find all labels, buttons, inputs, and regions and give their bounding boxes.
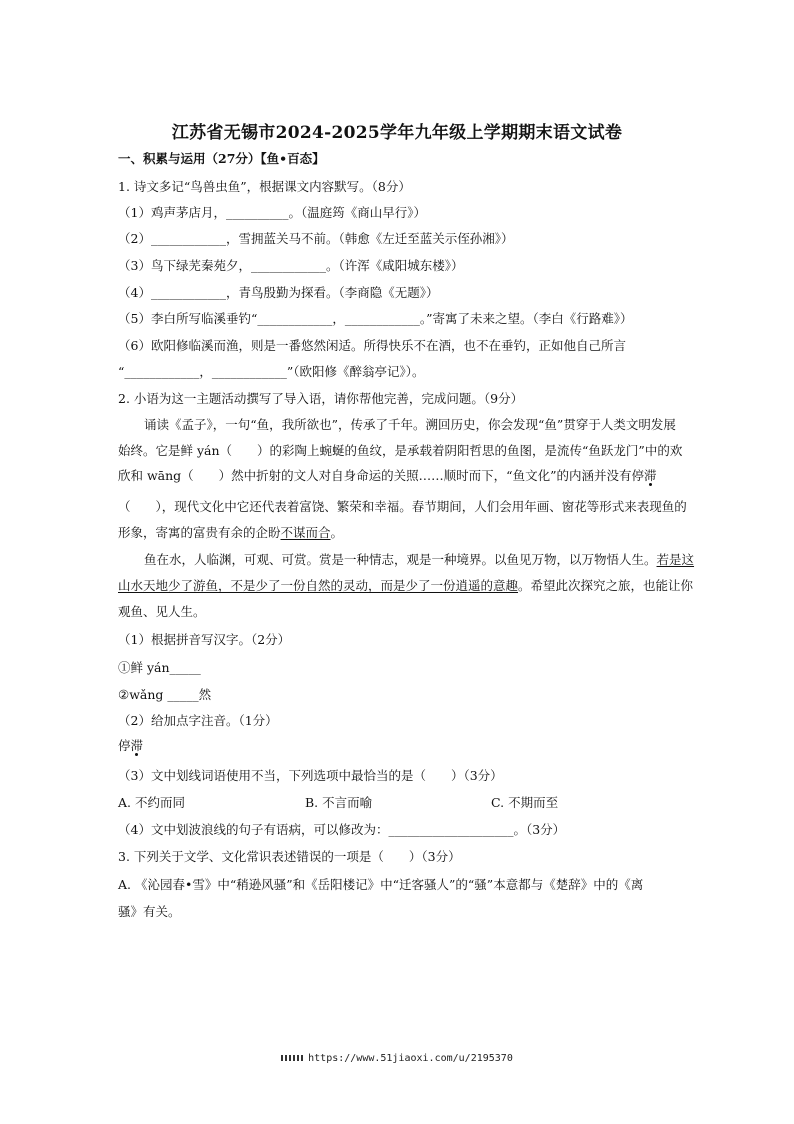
dotted-char: 滞 (643, 468, 657, 483)
q2-sub1-a: ①鲜 yán_____ (118, 660, 201, 675)
q1-item-1: （1）鸡声茅店月，__________。（温庭筠《商山早行》） (118, 205, 426, 220)
q2-passage-line (118, 524, 688, 542)
passage-text: 。希望此次探究之旅，也能让你 (518, 578, 694, 593)
q2-stem: 2. 小语为这一主题活动撰写了导入语，请你帮他完善，完成问题。（9分） (118, 391, 524, 406)
passage-text: 欣和 wāng（ ）然中折射的文人对自身命运的关照……顺时而下，“鱼文化”的内涵并没有停 (118, 468, 644, 483)
q2-sub2-word (118, 737, 688, 755)
q2-sub3: （3）文中划线词语使用不当，下列选项中最恰当的是（ ）（3分） (118, 768, 503, 783)
q1-item-5: （5）李白所写临溪垂钓“____________，____________。”寄寓了未来之望。（李白《行路难》） (118, 311, 633, 326)
wavy-sentence: 山水天地少了游鱼，不是少了一份自然的灵动，而是少了一份逍遥的意趣 (118, 578, 519, 593)
footer-url[interactable]: https://www.51jiaoxi.com/u/2195370 (308, 1053, 513, 1064)
site-logo-icon (281, 1055, 303, 1061)
passage-text: 鱼在水，人临渊，可观、可赏。赏是一种情志，观是一种境界。以鱼见万物，以万物悟人生。 (144, 552, 657, 567)
word-char: 停 (118, 738, 131, 753)
section-heading: 一、积累与运用（27分）【鱼•百态】 (118, 151, 325, 166)
dotted-char: 滞 (130, 738, 144, 753)
q1-item-4: （4）____________，青鸟殷勤为探看。（李商隐《无题》） (118, 285, 439, 300)
q1-item-6-cont: “____________，____________”（欧阳修《醉翁亭记》）。 (118, 364, 425, 379)
q1-item-6: （6）欧阳修临溪而渔，则是一番悠然闲适。所得快乐不在酒，也不在垂钓，正如他自己所言 (118, 338, 626, 353)
option-a: A. 不约而同 (118, 795, 185, 810)
q2-sub1: （1）根据拼音写汉字。（2分） (118, 632, 291, 647)
q2-sub1-b: ②wǎng _____然 (118, 687, 212, 702)
q2-passage-line (118, 577, 694, 595)
q2-passage-line (144, 551, 695, 569)
q1-item-3: （3）鸟下绿芜秦苑夕，____________。（许浑《咸阳城东楼》） (118, 258, 464, 273)
q2-sub2: （2）给加点字注音。（1分） (118, 713, 278, 728)
option-c: C. 不期而至 (491, 795, 559, 810)
underlined-phrase: 不谋而合 (280, 525, 331, 540)
q1-item-2: （2）____________，雪拥蓝关马不前。（韩愈《左迁至蓝关示侄孙湘》） (118, 231, 514, 246)
q2-passage-line (118, 467, 688, 485)
q2-passage-line: 始终。它是鲜 yán（ ）的彩陶上蜿蜒的鱼纹，是承载着阴阳哲思的鱼图，是流传“鱼跃龙门”中的欢 (118, 443, 683, 458)
q3-option-a-cont: 骚》有关。 (118, 904, 181, 919)
page-footer (0, 1053, 794, 1064)
q1-stem: 1. 诗文多记“鸟兽虫鱼”，根据课文内容默写。（8分） (118, 179, 411, 194)
q2-passage-line: 观鱼、见人生。 (118, 604, 206, 619)
page-title: 江苏省无锡市2024-2025学年九年级上学期期末语文试卷 (171, 123, 623, 143)
q2-passage-line: 诵读《孟子》，一句“鱼，我所欲也”，传承了千年。溯回历史，你会发现“鱼”贯穿于人类文明发展 (144, 417, 676, 432)
option-b: B. 不言而喻 (305, 795, 373, 810)
q3-stem: 3. 下列关于文学、文化常识表述错误的一项是（ ）（3分） (118, 849, 461, 864)
q2-sub4: （4）文中划波浪线的句子有语病，可以修改为：____________________。（3分） (118, 822, 566, 837)
passage-text: 。 (330, 525, 344, 540)
q2-passage-line: （ ），现代文化中它还代表着富饶、繁荣和幸福。春节期间，人们会用年画、窗花等形式来表现鱼的 (118, 499, 687, 514)
wavy-sentence: 若是这 (656, 552, 695, 567)
q3-option-a: A. 《沁园春•雪》中“稍逊风骚”和《岳阳楼记》中“迁客骚人”的“骚”本意都与《楚辞》中的《离 (118, 877, 644, 892)
passage-text: 形象，寄寓的富贵有余的企盼 (118, 525, 281, 540)
